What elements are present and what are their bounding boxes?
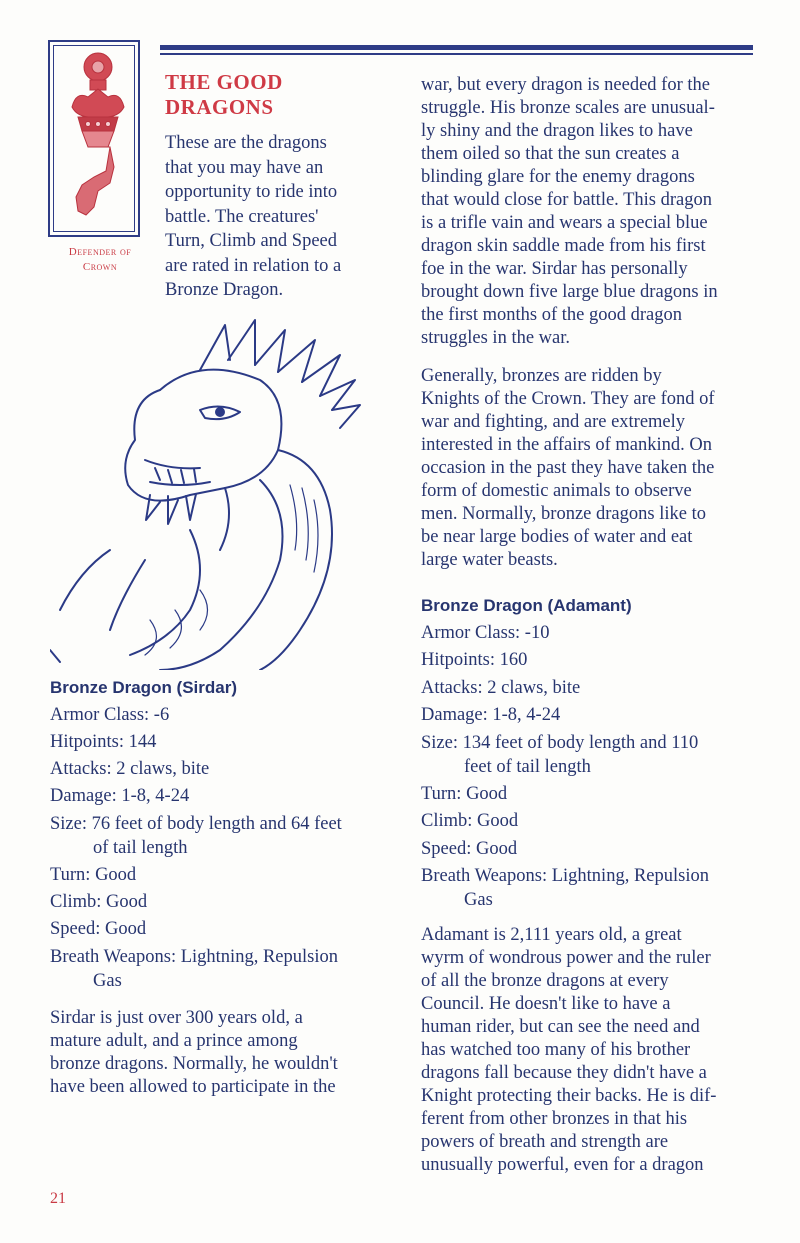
sirdar-description: Sirdar is just over 300 years old, a mature adult, and a prince among bronze dragons. Normally, he wouldn't have been allowed to participate in the [50, 1008, 338, 1097]
sirdar-attacks: Attacks: 2 claws, bite [50, 759, 210, 779]
adamant-turn: Turn: Good [421, 784, 508, 804]
sirdar-continued-paragraph: war, but every dragon is needed for the struggle. His bronze scales are unusual- ly shiny and the dragon likes to have them oiled so that the sun creates a blinding glare for the enemy dragons that would close for battle. This dragon is a trifle vain and wears a special blue dragon skin saddle made from his first foe in the war. Sirdar has personally brought down five large blue dragons in the first months of the good dragon struggles in the war. [421, 75, 718, 348]
sirdar-breath-cont: Gas [93, 971, 122, 991]
section-heading: THE GOOD DRAGONS [165, 70, 283, 119]
header-rule-thick [160, 45, 753, 50]
sirdar-climb: Climb: Good [50, 892, 148, 912]
adamant-breath-cont: Gas [464, 890, 493, 910]
sirdar-armor-class: Armor Class: -6 [50, 705, 170, 725]
adamant-description: Adamant is 2,111 years old, a great wyrm of wondrous power and the ruler of all the bronze dragons at every Council. He doesn't like to have a human rider, but can see the need and has watched too many of his brother dragons fall because they didn't have a Knight protecting their backs. He is dif- ferent from other bronzes in that his powers of breath and strength are unusually powerful, even for a dragon [421, 925, 717, 1175]
adamant-hitpoints: Hitpoints: 160 [421, 650, 528, 670]
emblem-caption: Defender of Crown [68, 246, 132, 273]
emblem-frame [48, 40, 140, 237]
sirdar-size: Size: 76 feet of body length and 64 feet [50, 814, 342, 834]
sirdar-title: Bronze Dragon (Sirdar) [50, 678, 238, 697]
sirdar-hitpoints: Hitpoints: 144 [50, 732, 157, 752]
header-rule-thin [160, 53, 753, 55]
adamant-size-cont: feet of tail length [464, 757, 591, 777]
sirdar-size-cont: of tail length [93, 838, 188, 858]
adamant-size: Size: 134 feet of body length and 110 [421, 733, 699, 753]
adamant-armor-class: Armor Class: -10 [421, 623, 550, 643]
adamant-title: Bronze Dragon (Adamant) [421, 596, 632, 615]
adamant-speed: Speed: Good [421, 839, 518, 859]
crown-emblem-icon [58, 47, 132, 231]
adamant-climb: Climb: Good [421, 811, 519, 831]
sirdar-damage: Damage: 1-8, 4-24 [50, 786, 190, 806]
bronzes-paragraph: Generally, bronzes are ridden by Knights of the Crown. They are fond of war and fighting, and are extremely interested in the affairs of mankind. On occasion in the past they have taken the form of domestic animals to observe men. Normally, bronze dragons like to be near large bodies of water and eat large water beasts. [421, 366, 715, 570]
adamant-breath: Breath Weapons: Lightning, Repulsion [421, 866, 709, 886]
sirdar-turn: Turn: Good [50, 865, 137, 885]
intro-paragraph: These are the dragons that you may have an opportunity to ride into battle. The creatures' Turn, Climb and Speed are rated in relation to a Bronze Dragon. [165, 133, 342, 300]
adamant-damage: Damage: 1-8, 4-24 [421, 705, 561, 725]
adamant-attacks: Attacks: 2 claws, bite [421, 678, 581, 698]
sirdar-breath: Breath Weapons: Lightning, Repulsion [50, 947, 338, 967]
sirdar-speed: Speed: Good [50, 919, 147, 939]
page-number: 21 [50, 1190, 66, 1207]
bronze-dragon-illustration-icon [50, 310, 390, 670]
